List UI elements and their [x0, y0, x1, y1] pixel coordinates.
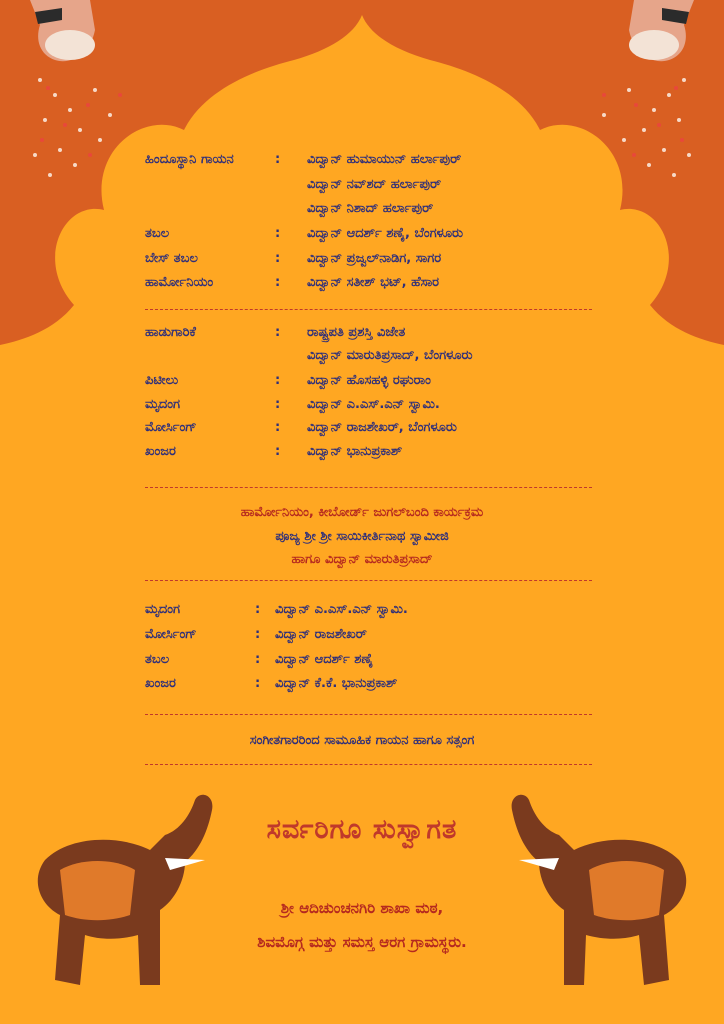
satsang-text: ಸಂಗೀತಗಾರರಿಂದ ಸಾಮೂಹಿಕ ಗಾಯನ ಹಾಗೂ ಸತ್ಸಂಗ — [249, 733, 475, 748]
jugalbandi-title: ಹಾರ್ಮೋನಿಯಂ, ಕೀಬೋರ್ಡ್ ಜುಗಲ್‌ಬಂದಿ ಕಾರ್ಯಕ್ರಮ — [240, 505, 484, 520]
artist-name: ವಿದ್ವಾನ್ ಪ್ರಜ್ವಲ್‌ನಾಡಿಗ, ಸಾಗರ — [307, 251, 442, 266]
divider — [145, 764, 592, 765]
artist-name: ವಿದ್ವಾನ್ ನವ್‌ಶದ್ ಹರ್ಲಾಪುರ್ — [307, 177, 442, 192]
artist-name: ವಿದ್ವಾನ್ ಎ.ಎಸ್.ಎನ್ ಸ್ವಾಮಿ. — [275, 602, 408, 617]
role-label: ಹಾರ್ಮೋನಿಯಂ — [145, 275, 214, 290]
role-label: ಹಾಡುಗಾರಿಕೆ — [145, 325, 196, 340]
role-label: ಮೋರ್ಸಿಂಗ್ — [145, 627, 197, 642]
colon: : — [255, 652, 261, 667]
colon: : — [275, 152, 281, 167]
colon: : — [275, 251, 281, 266]
role-label: ಮೃದಂಗ — [145, 602, 181, 617]
divider — [145, 714, 592, 715]
jugalbandi-guest: ಪೂಜ್ಯ ಶ್ರೀ ಶ್ರೀ ಸಾಯಿಕೀರ್ತಿನಾಥ ಸ್ವಾಮೀಜಿ — [275, 529, 449, 544]
artist-name: ರಾಷ್ಟ್ರಪತಿ ಪ್ರಶಸ್ತಿ ವಿಜೇತ — [307, 325, 406, 340]
artist-name: ವಿದ್ವಾನ್ ಸತೀಶ್ ಭಟ್, ಹೆಸಾರ — [307, 275, 440, 290]
colon: : — [275, 444, 281, 459]
role-label: ಪಿಟೀಲು — [145, 373, 179, 388]
artist-name: ವಿದ್ವಾನ್ ಮಾರುತಿಪ್ರಸಾದ್, ಬೆಂಗಳೂರು — [307, 348, 473, 363]
artist-name: ವಿದ್ವಾನ್ ರಾಜಶೇಖರ್ — [275, 627, 367, 642]
welcome-heading: ಸರ್ವರಿಗೂ ಸುಸ್ವಾಗತ — [266, 814, 458, 845]
colon: : — [275, 325, 281, 340]
jugalbandi-guest-2: ಹಾಗೂ ವಿದ್ವಾನ್ ಮಾರುತಿಪ್ರಸಾದ್ — [291, 552, 433, 567]
colon: : — [275, 397, 281, 412]
divider — [145, 309, 592, 310]
artist-name: ವಿದ್ವಾನ್ ಹೊಸಹಳ್ಳಿ ರಘುರಾಂ — [307, 373, 431, 388]
colon: : — [255, 602, 261, 617]
role-label: ತಬಲ — [145, 226, 170, 241]
colon: : — [255, 627, 261, 642]
artist-name: ವಿದ್ವಾನ್ ಕೆ.ಕೆ. ಭಾನುಪ್ರಕಾಶ್ — [275, 676, 398, 691]
artist-name: ವಿದ್ವಾನ್ ರಾಜಶೇಖರ್, ಬೆಂಗಳೂರು — [307, 420, 457, 435]
role-label: ಮೃದಂಗ — [145, 397, 181, 412]
role-label: ತಬಲ — [145, 652, 170, 667]
host-line-2: ಶಿವಮೊಗ್ಗ ಮತ್ತು ಸಮಸ್ತ ಆರಗ ಗ್ರಾಮಸ್ಥರು. — [257, 933, 467, 951]
artist-name: ವಿದ್ವಾನ್ ಎ.ಎಸ್.ಎನ್ ಸ್ವಾಮಿ. — [307, 397, 440, 412]
colon: : — [275, 420, 281, 435]
host-line-1: ಶ್ರೀ ಆದಿಚುಂಚನಗಿರಿ ಶಾಖಾ ಮಠ, — [280, 899, 444, 917]
artist-name: ವಿದ್ವಾನ್ ನಿಶಾದ್ ಹರ್ಲಾಪುರ್ — [307, 201, 434, 216]
role-label: ಮೋರ್ಸಿಂಗ್ — [145, 420, 197, 435]
artist-name: ವಿದ್ವಾನ್ ಭಾನುಪ್ರಕಾಶ್ — [307, 444, 403, 459]
role-label: ಖಂಜರ — [145, 676, 176, 691]
colon: : — [275, 226, 281, 241]
artist-name: ವಿದ್ವಾನ್ ಹುಮಾಯುನ್ ಹರ್ಲಾಪುರ್ — [307, 152, 462, 167]
colon: : — [275, 373, 281, 388]
colon: : — [275, 275, 281, 290]
role-label: ಹಿಂದೂಸ್ಥಾನಿ ಗಾಯನ — [145, 152, 234, 167]
artist-name: ವಿದ್ವಾನ್ ಆದರ್ಶ್ ಶಣೈ, ಬೆಂಗಳೂರು — [307, 226, 464, 241]
role-label: ಖಂಜರ — [145, 444, 176, 459]
colon: : — [255, 676, 261, 691]
role-label: ಬೇಸ್ ತಬಲ — [145, 251, 198, 266]
divider — [145, 580, 592, 581]
divider — [145, 487, 592, 488]
artist-name: ವಿದ್ವಾನ್ ಆದರ್ಶ್ ಶಣೈ — [275, 652, 374, 667]
